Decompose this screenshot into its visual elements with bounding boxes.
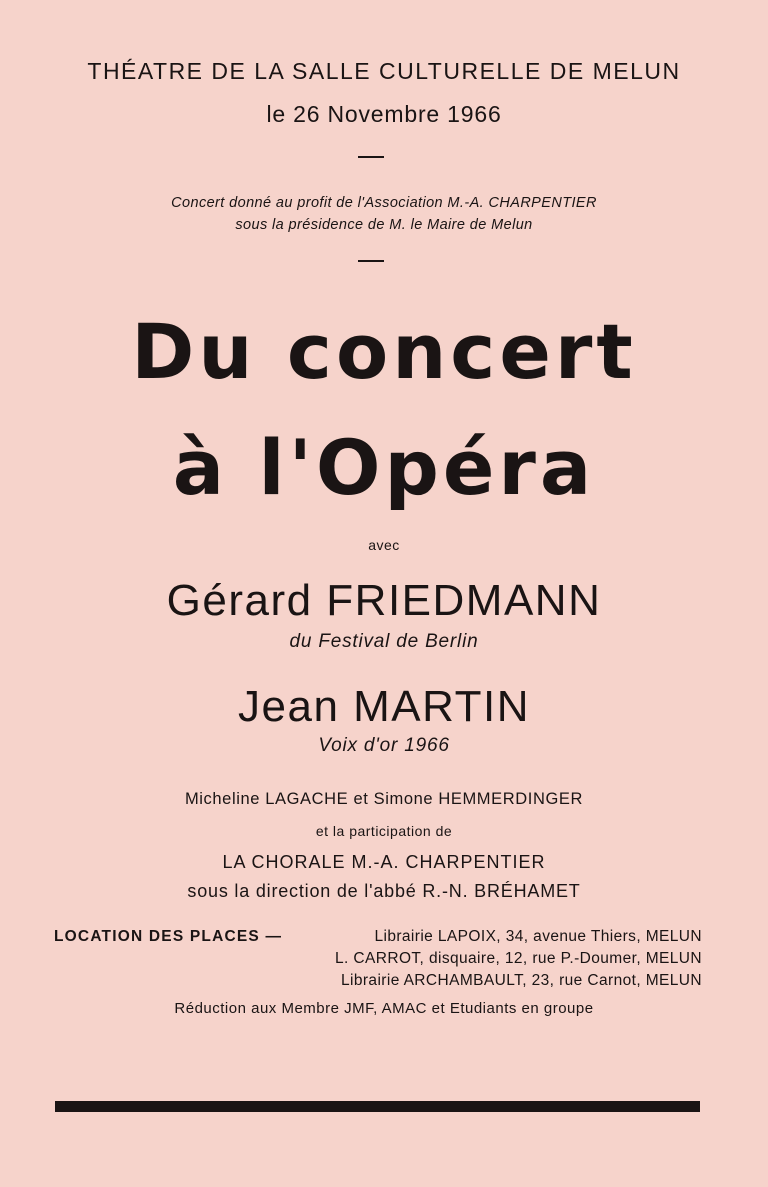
divider-dash: [358, 260, 384, 262]
main-title-line-2: à l'Opéra: [172, 423, 596, 512]
chorale-name: LA CHORALE M.-A. CHARPENTIER: [222, 852, 546, 872]
venue-heading: THÉATRE DE LA SALLE CULTURELLE DE MELUN: [87, 58, 681, 84]
performer-name: Gérard FRIEDMANN: [166, 576, 602, 625]
benefit-note: Concert donné au profit de l'Association M.-A. CHARPENTIER: [171, 195, 597, 211]
participation-label: et la participation de: [315, 823, 453, 839]
event-date: le 26 Novembre 1966: [266, 101, 502, 127]
avec-label: avec: [368, 537, 400, 553]
performer-name: Jean MARTIN: [238, 682, 530, 731]
ticket-outlet: Librairie ARCHAMBAULT, 23, rue Carnot, MELUN: [340, 972, 702, 989]
ticket-outlet: L. CARROT, disquaire, 12, rue P.-Doumer, MELUN: [335, 950, 702, 967]
bottom-rule: [55, 1101, 700, 1112]
main-title-line-1: Du concert: [131, 307, 637, 396]
reduction-note: Réduction aux Membre JMF, AMAC et Etudiants en groupe: [174, 1000, 594, 1017]
chorale-direction: sous la direction de l'abbé R.-N. BRÉHAMET: [187, 881, 581, 901]
presidency-note: sous la présidence de M. le Maire de Melun: [235, 217, 533, 233]
divider-dash: [358, 156, 384, 158]
performer-role: Voix d'or 1966: [318, 735, 450, 756]
location-label: LOCATION DES PLACES —: [54, 928, 283, 945]
guest-performers: Micheline LAGACHE et Simone HEMMERDINGER: [184, 790, 584, 808]
performer-role: du Festival de Berlin: [289, 631, 479, 652]
ticket-outlet: Librairie LAPOIX, 34, avenue Thiers, MELUN: [374, 928, 702, 945]
